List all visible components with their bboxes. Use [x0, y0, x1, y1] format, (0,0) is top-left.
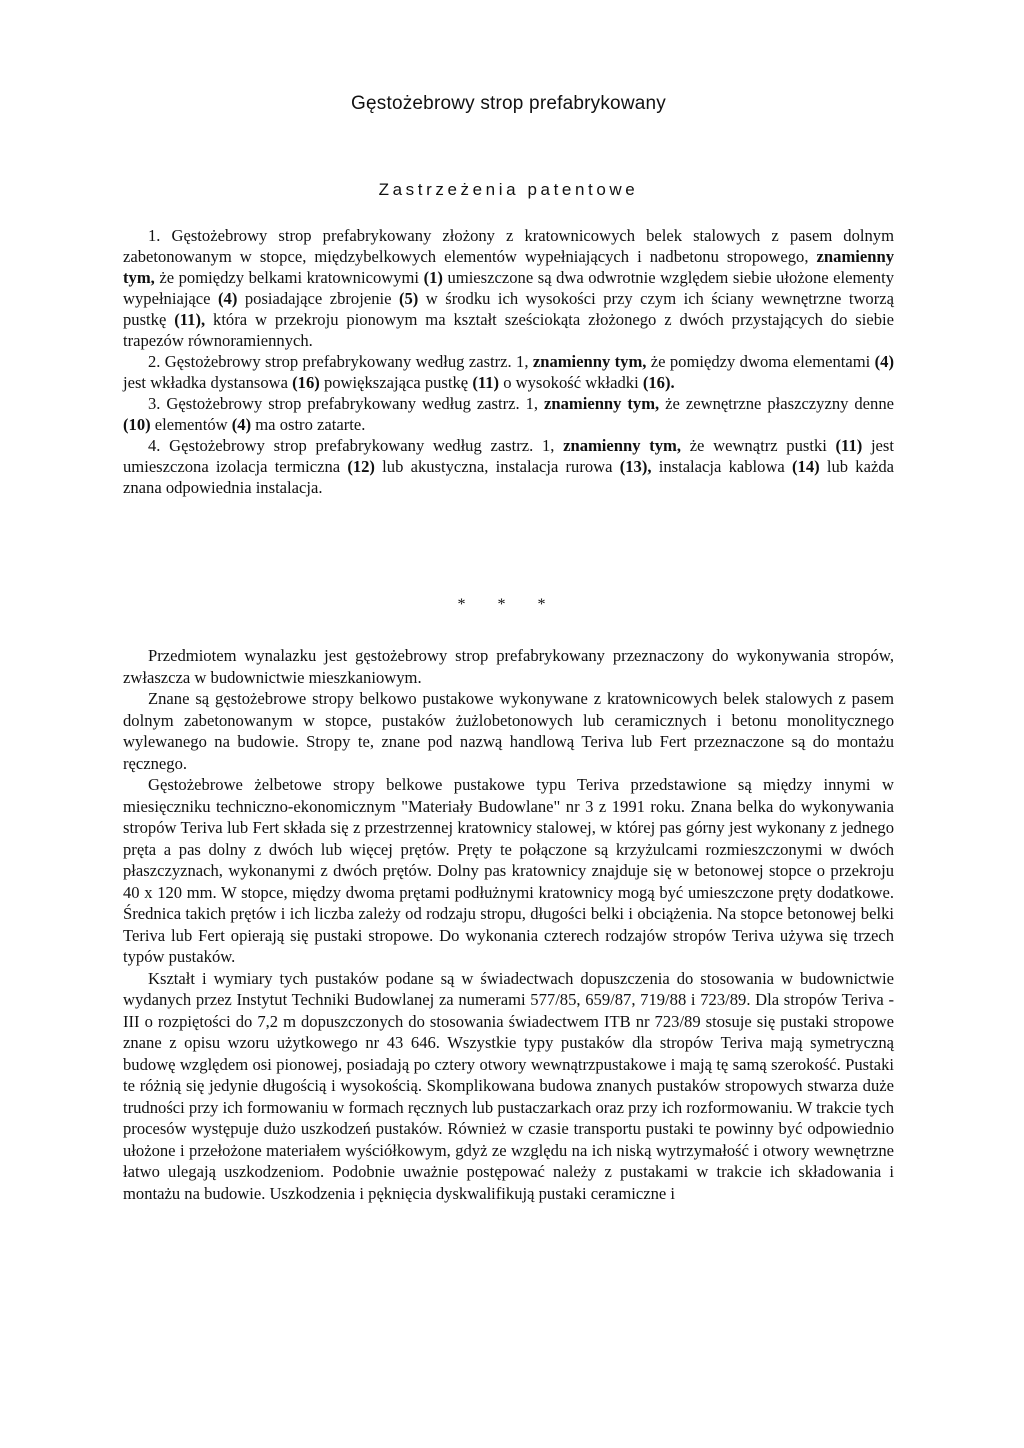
claim-text: o wysokość wkładki [499, 373, 643, 392]
description-paragraph-3: Gęstożebrowe żelbetowe stropy belkowe pustakowe typu Teriva przedstawione są między innymi w miesięczniku techniczno-ekonomicznym "Materiały Budowlane" nr 3 z 1991 roku. Znana belka do wykonywania stropów Teriva lub Fert składa się z przestrzennej kratownicy stalowej, w której pas górny jest wykonany z jednego pręta a pas dolny z dwóch lub więcej prętów. Pręty te połączone są krzyżulcami rozmieszczonymi w dwóch płaszczyznach, wykonanymi z dwóch prętów. Dolny pas kratownicy znajduje się w betonowej stopce o przekroju 40 x 120 mm. W stopce, między dwoma prętami podłużnymi kratownicy mogą być umieszczone pręty dodatkowe. Średnica takich prętów i ich liczba zależy od rodzaju stropu, długości belki i obciążenia. Na stopce betonowej belki Teriva lub Fert opierają się pustaki stropowe. Do wykonania czterech rodzajów stropów Teriva używa się trzech typów pustaków. [123, 775, 894, 966]
claim-emphasis: (11) [472, 373, 500, 392]
claim-3 [123, 393, 894, 435]
claim-text: powiększająca pustkę [319, 373, 473, 392]
claim-text: elementów [150, 415, 232, 434]
claim-1 [123, 225, 894, 351]
claim-text: że pomiędzy belkami kratownicowymi [154, 268, 424, 287]
section-separator: * * * [457, 596, 560, 613]
claim-emphasis: (16) [292, 373, 320, 392]
claim-text: jest umieszczona izolacja termiczna [123, 436, 894, 476]
claim-text: która w przekroju pionowym ma kształt sześciokąta złożonego z dwóch przystających do siebie trapezów równoramiennych. [123, 310, 894, 350]
claim-text: 4. Gęstożebrowy strop prefabrykowany według zastrz. 1, [148, 436, 564, 455]
claim-emphasis: (14) [792, 457, 820, 476]
claim-text: że wewnątrz pustki [681, 436, 836, 455]
claim-text: 2. Gęstożebrowy strop prefabrykowany według zastrz. 1, [148, 352, 533, 371]
claim-text: lub akustyczna, instalacja rurowa [374, 457, 620, 476]
claim-emphasis: (4) [874, 352, 894, 371]
description-section [123, 645, 894, 1204]
claim-emphasis: (16). [642, 373, 675, 392]
claim-text: że pomiędzy dwoma elementami [646, 352, 875, 371]
claim-emphasis: (4) [231, 415, 252, 434]
claim-emphasis: (12) [347, 457, 375, 476]
claim-emphasis: znamienny tym, [544, 394, 660, 413]
claim-text: w środku ich wysokości przy czym ich ściany wewnętrzne tworzą pustkę [123, 289, 894, 329]
claim-text: 1. Gęstożebrowy strop prefabrykowany złożony z kratownicowych belek stalowych z pasem dolnym zabetonowanym w stopce, międzybelkowych elementów wypełniających i nadbetonu stropowego, [123, 226, 894, 266]
claim-text: 3. Gęstożebrowy strop prefabrykowany według zastrz. 1, [148, 394, 545, 413]
claim-text: jest wkładka dystansowa [123, 373, 293, 392]
claim-emphasis: (11), [174, 310, 206, 329]
claim-emphasis: (11) [835, 436, 863, 455]
claim-text: posiadające zbrojenie [237, 289, 399, 308]
claim-4 [123, 435, 894, 498]
description-paragraph-1: Przedmiotem wynalazku jest gęstożebrowy strop prefabrykowany przeznaczony do wykonywania stropów, zwłaszcza w budownictwie mieszkaniowym. [123, 646, 894, 687]
claims-section [123, 225, 894, 498]
claims-heading: Zastrzeżenia patentowe [378, 180, 639, 199]
claim-text: że zewnętrzne płaszczyzny denne [659, 394, 894, 413]
claim-emphasis: znamienny tym, [563, 436, 682, 455]
claim-emphasis: znamienny tym, [532, 352, 647, 371]
claim-2 [123, 351, 894, 393]
claim-emphasis: (1) [423, 268, 443, 287]
claim-text: umieszczone są dwa odwrotnie względem siebie ułożone elementy wypełniające [123, 268, 894, 308]
claim-emphasis: (5) [398, 289, 419, 308]
claim-emphasis: (13), [619, 457, 652, 476]
claim-emphasis: (4) [218, 289, 238, 308]
claim-emphasis: (10) [123, 415, 151, 434]
claim-text: ma ostro zatarte. [251, 415, 366, 434]
claim-text: lub każda znana odpowiednia instalacja. [123, 457, 894, 497]
claim-emphasis: znamienny tym, [123, 247, 894, 287]
description-paragraph-2: Znane są gęstożebrowe stropy belkowo pustakowe wykonywane z kratownicowych belek stalowych z pasem dolnym zabetonowanym w stopce, pustaków żużlobetonowych lub ceramicznych i betonu monolitycznego wylewanego na budowie. Stropy te, znane pod nazwą handlową Teriva lub Fert przeznaczone są do montażu ręcznego. [123, 689, 894, 773]
document-title: Gęstożebrowy strop prefabrykowany [351, 93, 666, 114]
document-page [123, 0, 894, 1448]
claim-text: instalacja kablowa [651, 457, 793, 476]
description-paragraph-4: Kształt i wymiary tych pustaków podane są w świadectwach dopuszczenia do stosowania w budownictwie wydanych przez Instytut Techniki Budowlanej za numerami 577/85, 659/87, 719/88 i 723/89. Dla stropów Teriva -III o rozpiętości do 7,2 m dopuszczonych do stosowania świadectwem ITB nr 723/89 stosuje się pustaki stropowe znane z opisu wzoru użytkowego nr 43 646. Wszystkie typy pustaków dla stropów Teriva mają symetryczną budowę względem osi pionowej, posiadają po cztery otwory wewnątrzpustakowe i mają tę samą szerokość. Pustaki te różnią się jedynie długością i wysokością. Skomplikowana budowa znanych pustaków stropowych stwarza duże trudności przy ich formowaniu w formach ręcznych lub pustaczarkach oraz przy ich rozformowaniu. W trakcie tych procesów występuje dużo uszkodzeń pustaków. Również w czasie transportu pustaki te powinny być odpowiednio ułożone i przełożone materiałem wyściółkowym, gdyż ze względu na ich niską wytrzymałość i otwory wewnętrzne łatwo ulegają uszkodzeniom. Podobnie uważnie postępować należy z pustakami w trakcie ich składowania i montażu na budowie. Uszkodzenia i pęknięcia dyskwalifikują pustaki ceramiczne i [123, 968, 894, 1203]
